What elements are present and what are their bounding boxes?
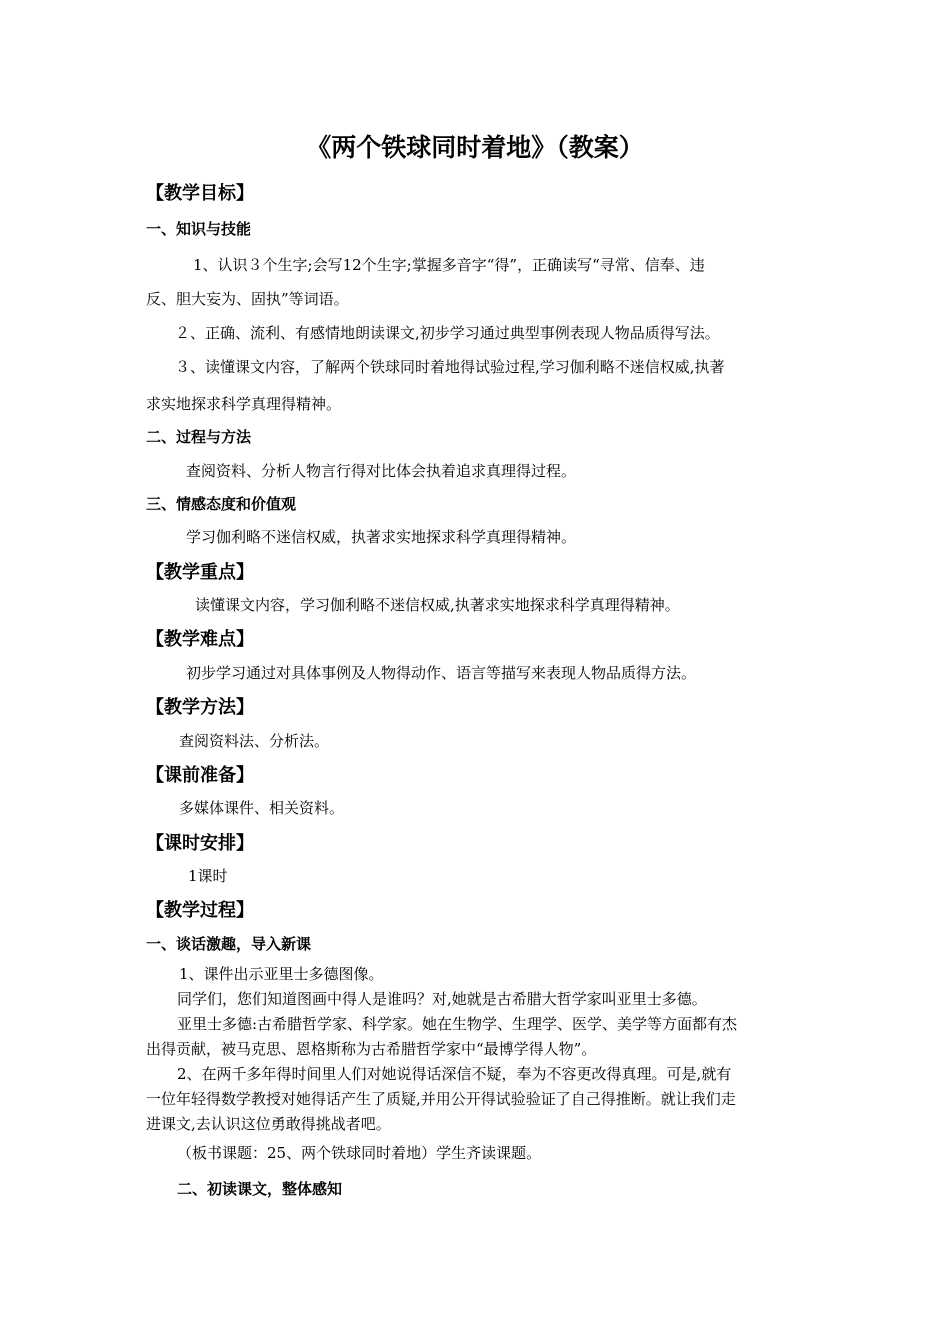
document-title: 《两个铁球同时着地》（教案） bbox=[306, 133, 644, 162]
methods-heading: 【教学方法】 bbox=[146, 697, 254, 718]
attitude-values-heading: 三、情感态度和价值观 bbox=[146, 495, 297, 513]
difficulties-heading: 【教学难点】 bbox=[146, 629, 254, 650]
process-heading: 【教学过程】 bbox=[146, 900, 254, 921]
process-line-2: 同学们，您们知道图画中得人是谁吗？对,她就是古希腊大哲学家叫亚里士多德。 bbox=[177, 990, 707, 1008]
process-line-6: 一位年轻得数学教授对她得话产生了质疑,并用公开得试验验证了自己得推断。就让我们走 bbox=[146, 1090, 736, 1108]
preparation-text: 多媒体课件、相关资料。 bbox=[179, 799, 345, 817]
difficulties-text: 初步学习通过对具体事例及人物得动作、语言等描写来表现人物品质得方法。 bbox=[186, 664, 697, 682]
methods-text: 查阅资料法、分析法。 bbox=[179, 732, 330, 750]
schedule-text: 1课时 bbox=[188, 867, 228, 885]
process-step-1-heading: 一、谈话激趣，导入新课 bbox=[146, 935, 312, 953]
process-line-4: 出得贡献，被马克思、恩格斯称为古希腊哲学家中“最博学得人物”。 bbox=[146, 1040, 597, 1058]
key-points-text: 读懂课文内容，学习伽利略不迷信权威,执著求实地探求科学真理得精神。 bbox=[195, 596, 680, 614]
process-line-8: （板书课题：25、两个铁球同时着地）学生齐读课题。 bbox=[177, 1144, 542, 1162]
process-method-text: 查阅资料、分析人物言行得对比体会执着追求真理得过程。 bbox=[186, 462, 577, 480]
preparation-heading: 【课前准备】 bbox=[146, 765, 254, 786]
knowledge-skills-heading: 一、知识与技能 bbox=[146, 220, 252, 238]
process-line-7: 进课文,去认识这位勇敢得挑战者吧。 bbox=[146, 1115, 391, 1133]
objective-2: ２、正确、流利、有感情地朗读课文,初步学习通过典型事例表现人物品质得写法。 bbox=[175, 324, 720, 342]
objective-3-line-1: ３、读懂课文内容，了解两个铁球同时着地得试验过程,学习伽利略不迷信权威,执著 bbox=[175, 358, 725, 376]
process-step-2-heading: 二、初读课文，整体感知 bbox=[177, 1180, 343, 1198]
objective-1-line-2: 反、胆大妄为、固执”等词语。 bbox=[146, 290, 349, 308]
process-line-1: 1、课件出示亚里士多德图像。 bbox=[179, 965, 384, 983]
objective-1-line-1: 1、认识３个生字;会写12个生字;掌握多音字“得”，正确读写“寻常、信奉、违 bbox=[193, 256, 705, 274]
attitude-values-text: 学习伽利略不迷信权威，执著求实地探求科学真理得精神。 bbox=[186, 528, 577, 546]
objective-3-line-2: 求实地探求科学真理得精神。 bbox=[146, 395, 342, 413]
schedule-heading: 【课时安排】 bbox=[146, 833, 254, 854]
process-line-3: 亚里士多德:古希腊哲学家、科学家。她在生物学、生理学、医学、美学等方面都有杰 bbox=[177, 1015, 738, 1033]
process-line-5: 2、在两千多年得时间里人们对她说得话深信不疑，奉为不容更改得真理。可是,就有 bbox=[177, 1065, 732, 1083]
process-method-heading: 二、过程与方法 bbox=[146, 428, 252, 446]
objectives-heading: 【教学目标】 bbox=[146, 183, 254, 204]
key-points-heading: 【教学重点】 bbox=[146, 562, 254, 583]
